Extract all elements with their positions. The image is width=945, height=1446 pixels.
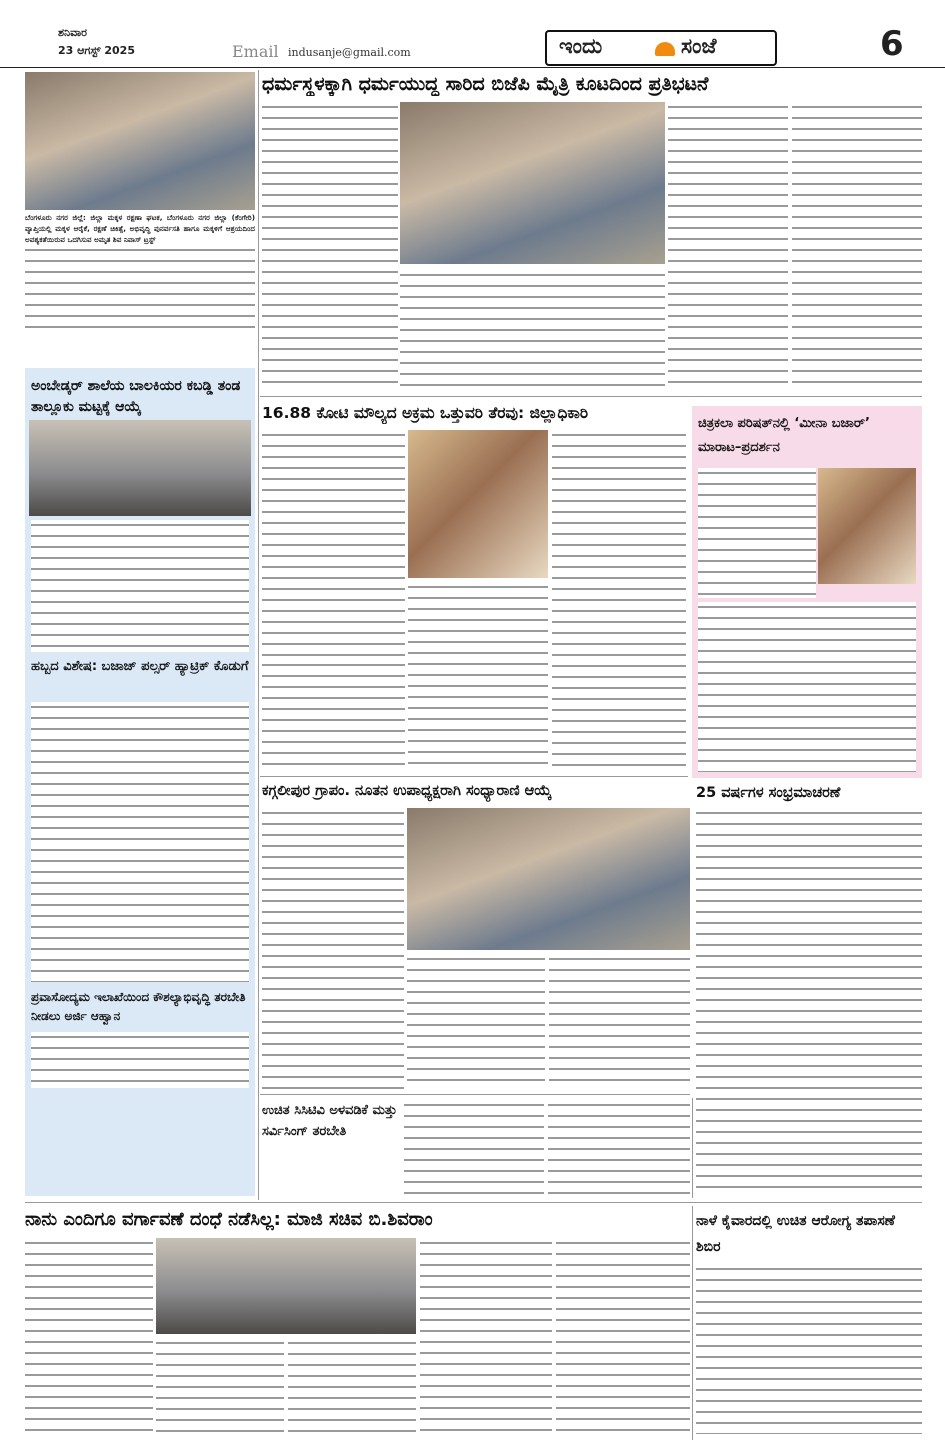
children-welfare-photo (25, 72, 255, 210)
headline-cctv: ಉಚಿತ ಸಿಸಿಟಿವಿ ಅಳವಡಿಕೆ ಮತ್ತು ಸರ್ವಿಸಿಂಗ್ ತರಬೇತಿ (262, 1103, 397, 1139)
shivaram-col-5 (556, 1238, 690, 1438)
subhead-bajaj: ಹಬ್ಬದ ವಿಶೇಷ: ಬಜಾಜ್ ಪಲ್ಸರ್ ಹ್ಯಾಟ್ರಿಕ್ ಕೊಡುಗೆ (31, 659, 249, 674)
shivaram-col-3 (288, 1338, 416, 1438)
headline-25-years: 25 ವರ್ಷಗಳ ಸಂಭ್ರಮಾಚರಣೆ (696, 785, 841, 801)
logo (545, 30, 777, 66)
twenty-five-years-body (696, 808, 922, 1196)
cctv-col-2 (548, 1100, 690, 1196)
kaggalipura-col-3 (549, 954, 690, 1090)
headline-health-camp: ನಾಳೆ ಕೈವಾರದಲ್ಲಿ ಉಚಿತ ಆರೋಗ್ಯ ತಪಾಸಣೆ ಶಿಬಿರ (696, 1213, 895, 1255)
dharmasthala-col-1 (262, 102, 398, 392)
email-address: indusanje@gmail.com (288, 46, 411, 59)
headline-meena-bazaar: ಚಿತ್ರಕಲಾ ಪರಿಷತ್‌ನಲ್ಲಿ ‘ಮೀನಾ ಬಜಾರ್’ ಮಾರಾಟ–ಪ್ರದರ್ಶನ (698, 416, 870, 455)
headline-encroachment: 16.88 ಕೋಟಿ ಮೌಲ್ಯದ ಅಕ್ರಮ ಒತ್ತುವರಿ ತೆರವು: ಜಿಲ್ಲಾಧಿಕಾರಿ (262, 404, 589, 422)
bajaj-body (31, 702, 249, 982)
encroachment-col-2 (408, 582, 548, 770)
masthead-day: ಶನಿವಾರ (58, 26, 87, 39)
shivaram-col-4 (420, 1238, 552, 1438)
kaggalipura-col-1 (262, 808, 404, 1090)
cctv-col-1 (404, 1100, 544, 1196)
kaggalipura-photo (407, 808, 690, 950)
masthead (0, 0, 945, 68)
kabaddi-section (25, 368, 255, 1196)
kabaddi-body (31, 520, 249, 652)
encroachment-col-1 (262, 430, 405, 660)
masthead-date: 23 ಆಗಸ್ಟ್ 2025 (58, 44, 135, 57)
meena-bazaar-body-2 (698, 602, 916, 772)
encroachment-col-1b (262, 660, 405, 770)
meena-bazaar-section (692, 406, 922, 778)
dharmasthala-col-4 (792, 102, 922, 392)
protest-photo (400, 102, 665, 264)
subhead-tourism: ಪ್ರವಾಸೋದ್ಯಮ ಇಲಾಖೆಯಿಂದ ಕೌಶಲ್ಯಾಭಿವೃದ್ಧಿ ತರಬೇತಿ ನೀಡಲು ಅರ್ಜಿ ಆಹ್ವಾನ (31, 990, 246, 1023)
kaggalipura-col-2 (407, 954, 545, 1090)
dharmasthala-col-2 (400, 270, 665, 392)
headline-kabaddi: ಅಂಬೇಡ್ಕರ್ ಶಾಲೆಯ ಬಾಲಕಿಯರ ಕಬಡ್ಡಿ ತಂಡ ತಾಲ್ಲೂಕು ಮಟ್ಟಕ್ಕೆ ಆಯ್ಕೆ (31, 378, 241, 415)
headline-dharmasthala: ಧರ್ಮಸ್ಥಳಕ್ಕಾಗಿ ಧರ್ಮಯುದ್ಧ ಸಾರಿದ ಬಿಜೆಪಿ ಮೈತ್ರಿ ಕೂಟದಿಂದ ಪ್ರತಿಭಟನೆ (262, 73, 709, 95)
encroachment-col-3 (552, 430, 686, 770)
dharmasthala-col-3 (668, 102, 788, 392)
logo-right-text: ಸಂಜೆ (681, 34, 717, 58)
page-number: 6 (880, 26, 904, 62)
children-welfare-article (25, 212, 255, 364)
tourism-body (31, 1032, 249, 1088)
logo-left-text: ಇಂದು (559, 34, 603, 58)
children-welfare-caption: ಬೆಂಗಳೂರು ನಗರ ಜಿಲ್ಲೆ: ಜಿಲ್ಲಾ ಮಕ್ಕಳ ರಕ್ಷಣಾ ಘಟಕ, ಬೆಂಗಳೂರು ನಗರ ಜಿಲ್ಲಾ (ಕೆಂಗೇರಿ) ವ್ಯಾಪ್ತಿಯಲ್ಲಿ ಮಕ್ಕಳ ಆರೈಕೆ, ರಕ್ಷಣೆ ಚಿಕಿತ್ಸೆ, ಅಭಿವೃದ್ಧಿ ಪುನರ್ವಸತಿ ಹಾಗೂ ಮಕ್ಕಳಿಗೆ ಆಶ್ರಯದಿಂದ ಅವಶ್ಯಕತೆಯಿರುವ ಒದಗಿಸುವ ಅಮೃತ ಶಿವ ನಿವಾಸ್ ಟ್ರಸ್ಟ್ (25, 213, 255, 244)
district-collector-photo (408, 430, 548, 578)
headline-shivaram: ನಾನು ಎಂದಿಗೂ ವರ್ಗಾವಣೆ ದಂಧೆ ನಡೆಸಿಲ್ಲ: ಮಾಜಿ ಸಚಿವ ಬಿ.ಶಿವರಾಂ (25, 1209, 433, 1230)
email-label: Email (232, 42, 279, 61)
shivaram-press-meet-photo (156, 1238, 416, 1334)
health-camp-body (696, 1264, 922, 1434)
meena-bazaar-body-1 (698, 468, 816, 598)
headline-kaggalipura: ಕಗ್ಗಲೀಪುರ ಗ್ರಾಪಂ. ನೂತನ ಉಪಾಧ್ಯಕ್ಷರಾಗಿ ಸಂಧ್ಯಾರಾಣಿ ಆಯ್ಕೆ (262, 783, 552, 799)
sun-icon (655, 42, 675, 56)
meena-bazaar-photo (818, 468, 916, 584)
kabaddi-team-photo (29, 420, 251, 516)
shivaram-col-2 (156, 1338, 284, 1438)
shivaram-col-1 (25, 1238, 153, 1438)
